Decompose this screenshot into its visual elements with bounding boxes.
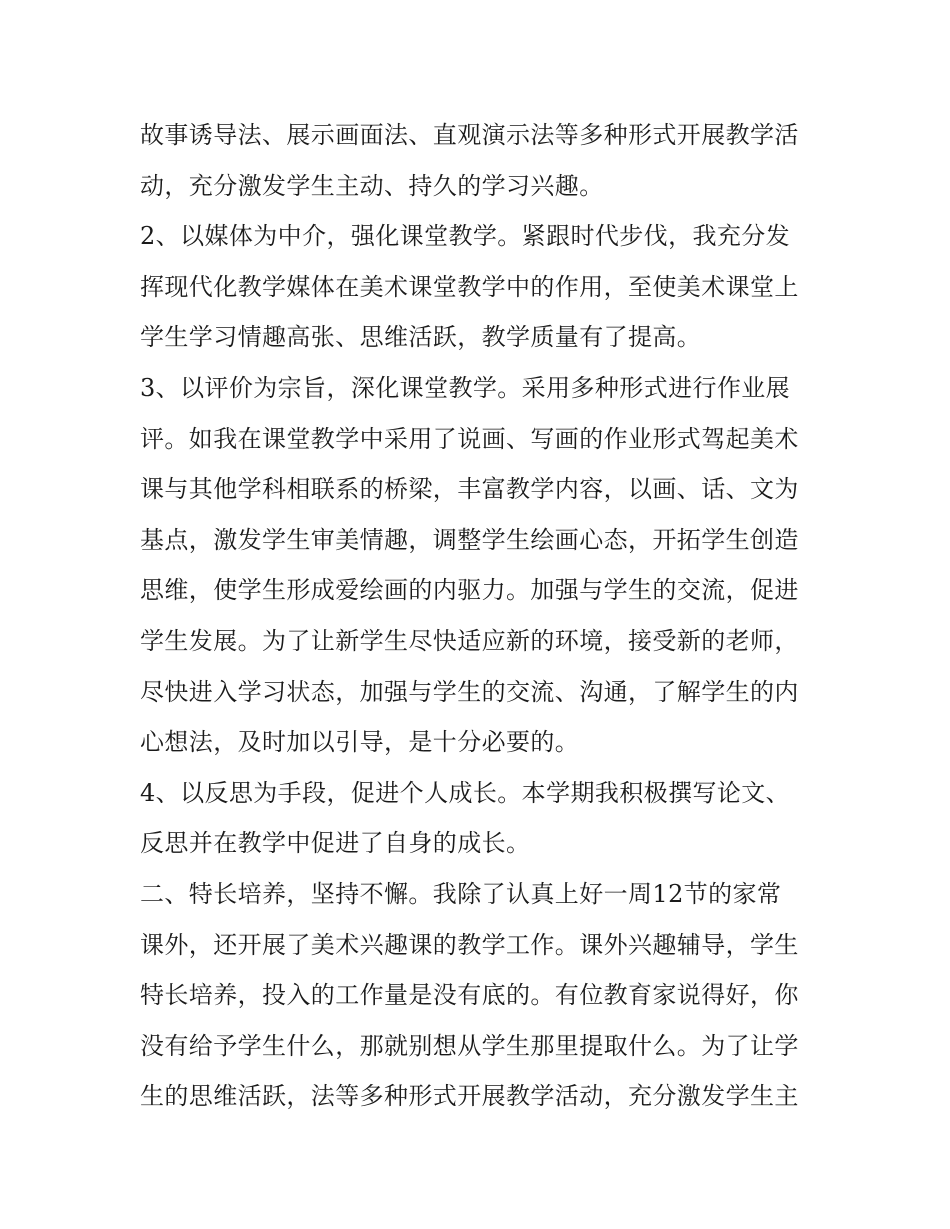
text-line-7: 评。如我在课堂教学中采用了说画、写画的作业形式驾起美术	[140, 424, 799, 453]
text-line-1: 故事诱导法、展示画面法、直观演示法等多种形式开展教学活	[140, 121, 799, 149]
text-line-19: 没有给予学生什么，那就别想从学生那里提取什么。为了让学	[140, 1031, 799, 1060]
text-line-15: 反思并在教学中促进了自身的成长。	[140, 829, 531, 858]
text-line-5: 学生学习情趣高张、思维活跃，教学质量有了提高。	[140, 323, 702, 352]
text-line-11: 学生发展。为了让新学生尽快适应新的环境，接受新的老师，	[140, 626, 799, 655]
text-line-17: 课外，还开展了美术兴趣课的教学工作。课外兴趣辅导，学生	[140, 930, 799, 959]
text-line-6: 3、以评价为宗旨，深化课堂教学。采用多种形式进行作业展	[140, 373, 791, 402]
text-line-8: 课与其他学科相联系的桥梁，丰富教学内容，以画、话、文为	[140, 475, 799, 504]
text-line-16: 二、特长培养，坚持不懈。我除了认真上好一周12节的家常	[140, 879, 782, 908]
text-line-4: 挥现代化教学媒体在美术课堂教学中的作用，至使美术课堂上	[140, 272, 799, 301]
text-line-3: 2、以媒体为中介，强化课堂教学。紧跟时代步伐，我充分发	[140, 222, 791, 251]
text-line-14: 4、以反思为手段，促进个人成长。本学期我积极撰写论文、	[140, 778, 791, 807]
text-line-20: 生的思维活跃，法等多种形式开展教学活动，充分激发学生主	[140, 1082, 799, 1111]
text-line-10: 思维，使学生形成爱绘画的内驱力。加强与学生的交流，促进	[140, 576, 799, 605]
text-line-12: 尽快进入学习状态，加强与学生的交流、沟通，了解学生的内	[140, 677, 799, 706]
text-line-9: 基点，激发学生审美情趣，调整学生绘画心态，开拓学生创造	[140, 525, 799, 554]
text-line-13: 心想法，及时加以引导，是十分必要的。	[140, 728, 580, 757]
text-line-18: 特长培养，投入的工作量是没有底的。有位教育家说得好，你	[140, 981, 799, 1010]
text-line-2: 动，充分激发学生主动、持久的学习兴趣。	[140, 171, 604, 200]
document-body	[140, 110, 820, 1122]
